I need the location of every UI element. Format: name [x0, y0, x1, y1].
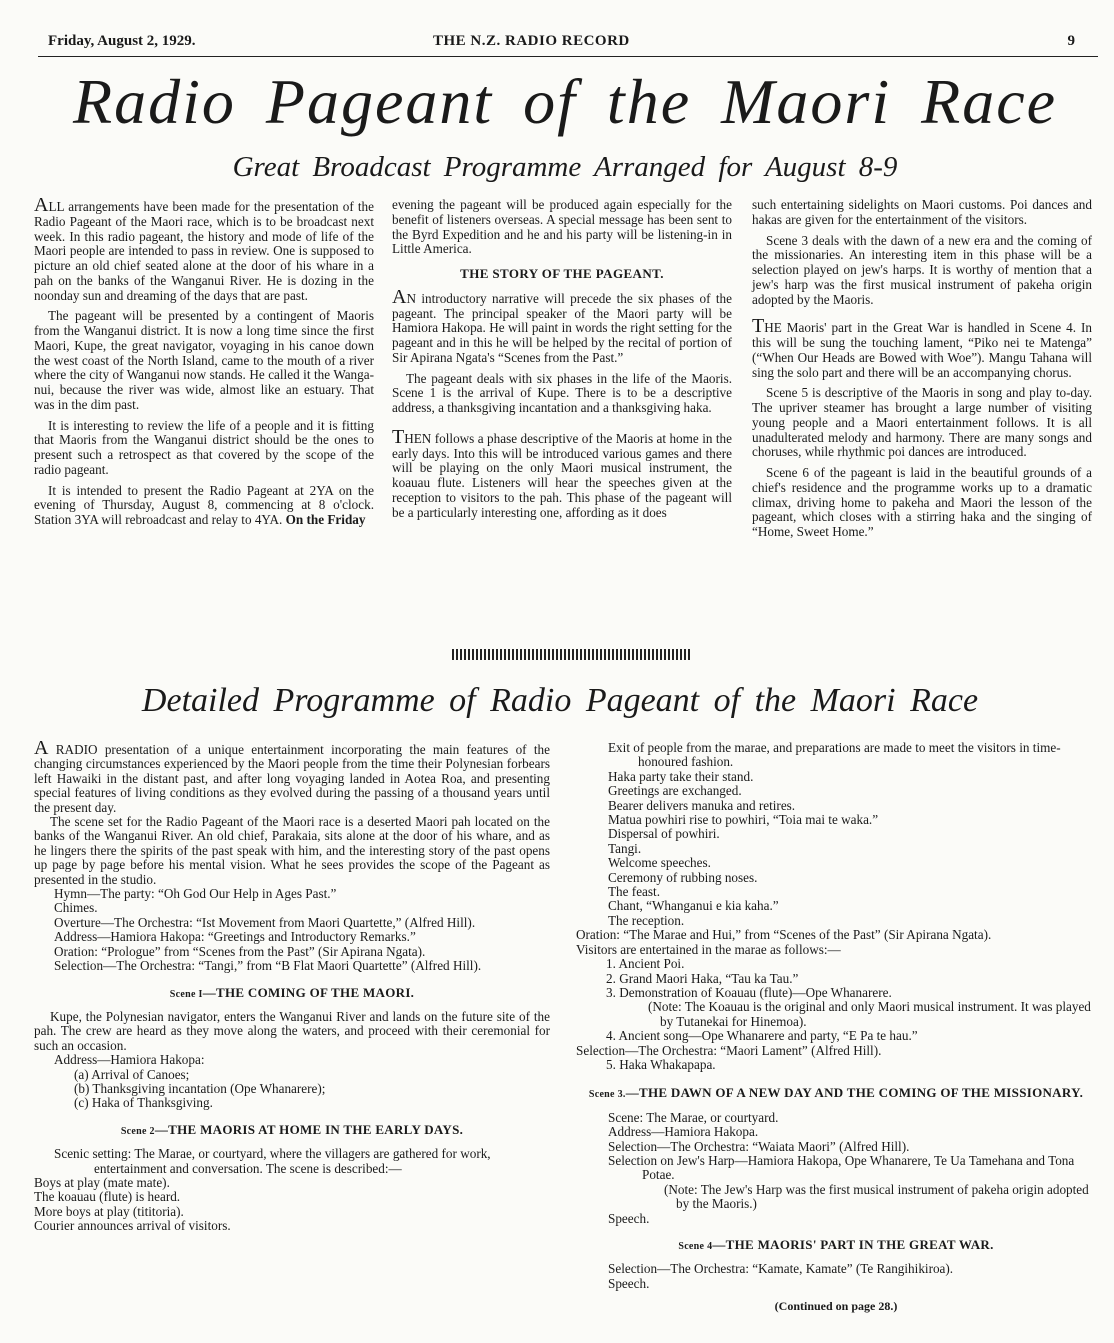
article-paragraph: AN introductory narrative will precede the six phases of the pageant. The principal speaker of the Maori party will be Hamiora Hakopa. He will paint in words the right setting for the pageant and in this he will be helped by the recital of portion of Sir Apirana Ngata's “Scenes from the Past.” [392, 285, 732, 365]
programme-intro: The scene set for the Radio Pageant of the Maori race is a deserted Maori pah located on the banks of the Wanganui River. An old chief, Parakaia, sits alone at the door of his whare, and as he lingers there the spirits of the past speak with him, and the interesting story of the past opens up page by page before his mental vision. What he sees provides the scope of the Pageant as presented in the studio. [34, 814, 550, 887]
drop-cap: A [392, 285, 407, 308]
article-paragraph: Scene 3 deals with the dawn of a new era and the coming of the missionaries. An interesting item in this phase will be a selection played on jew's harps. It is worthy of mention that a jew's harp was the first musical instrument of pakeha origin adopted by the Maoris. [752, 232, 1092, 307]
drop-cap: A [34, 737, 49, 759]
programme-line: Welcome speeches. [608, 855, 711, 871]
scene-heading: Scene I—THE COMING OF THE MAORI. [169, 984, 415, 1000]
masthead-rule [38, 56, 1098, 57]
programme-note: (Note: The Koauau is the original and only Maori musical instrument. It was played by Tutanekai for Hinemoa). [648, 999, 1091, 1029]
article-paragraph: ALL arrangements have been made for the presentation of the Radio Pageant of the Maori race, which is to be broadcast next week. In this radio pageant, the history and mode of life of the Maori people are intended to pass in review. One is supposed to picture an old chief seated alone at the door of his whare in a pah on the banks of the Wanganui River. He is dozing in the noonday sun and dreaming of the days that are past. [34, 194, 374, 303]
article-paragraph: The pageant deals with six phases in the life of the Maoris. Scene 1 is the arrival of Kupe. There is to be a descriptive address, a thanksgiving incantation and a thanksgiving haka. [392, 370, 732, 415]
programme-line: Selection—The Orchestra: “Maori Lament” (Alfred Hill). [576, 1042, 882, 1058]
scene-heading: Scene 3.—THE DAWN OF A NEW DAY AND THE COMING OF THE MISSIONARY. [588, 1085, 1084, 1101]
article-paragraph: THEN follows a phase descriptive of the Maoris at home in the early days. Into this will be introduced various games and there will be playing on the only Maori musical instrument, the koauau flute. Listeners will hear the speeches given at the reception to visitors to the pah. This phase of the pageant will be a particularly interesting one, affording as it does [392, 425, 732, 520]
continued-note: (Continued on page 28.) [774, 1299, 898, 1314]
programme-item: 3. Demonstration of Koauau (flute)—Ope Whanarere. [606, 984, 892, 1000]
programme-item: 5. Haka Whakapapa. [606, 1056, 716, 1072]
main-headline: Radio Pageant of the Maori Race [72, 66, 1058, 137]
programme-line: Tangi. [608, 840, 642, 856]
article-paragraph: The pageant will be presented by a contingent of Maoris from the Wanganui district. It is now a long time since the first Maori, Kupe, the great navigator, voyaging in his canoe down the west coast of the North Island, came to the mouth of a river where the city of Wanganui now stands. He called it the Wanga-nui, because the river was wide, almost like an estuary. That was in the dim past. [34, 308, 374, 412]
article-column-2 [392, 198, 732, 520]
programme-line: Chimes. [54, 900, 98, 916]
article-column-1 [34, 194, 374, 528]
programme-line: Greetings are exchanged. [608, 783, 742, 799]
page-number: 9 [1067, 33, 1075, 49]
article-paragraph: Scene 6 of the pageant is laid in the beautiful grounds of a chief's residence and the programme works up to a dramatic climax, driving home to pakeha and Maori the lesson of the pageant, which closes with a stirring haka and the singing of “Home, Sweet Home.” [752, 465, 1092, 539]
drop-cap: T [392, 425, 405, 448]
masthead [45, 33, 1075, 55]
publication-name: THE N.Z. RADIO RECORD [433, 33, 630, 49]
article-paragraph: such entertaining sidelights on Maori customs. Poi dances and hakas are given for the entertainment of the visitors. [752, 197, 1092, 227]
programme-line: Exit of people from the marae, and preparations are made to meet the visitors in time-honoured fashion. [608, 740, 1061, 770]
programme-line: Chant, “Whanganui e kia kaha.” [608, 898, 779, 914]
article-paragraph: Scene 5 is descriptive of the Maoris in song and play to-day. The upriver steamer has brought a large number of visiting young people and a Maori entertainment follows. It is all unadulterated melody and harmony. There are many songs and choruses, while rhythmic poi dances are introduced. [752, 385, 1092, 460]
programme-headline: Detailed Programme of Radio Pageant of the Maori Race [141, 682, 979, 719]
programme-line: Visitors are entertained in the marae as follows:— [576, 941, 841, 957]
programme-line: Hymn—The party: “Oh God Our Help in Ages Past.” [54, 886, 337, 902]
programme-line: Selection—The Orchestra: “Kamate, Kamate” (Te Rangihikiroa). [608, 1261, 954, 1277]
programme-line: The koauau (flute) is heard. [34, 1189, 181, 1205]
ornamental-divider [452, 649, 692, 660]
programme-item: 2. Grand Maori Haka, “Tau ka Tau.” [606, 970, 799, 986]
programme-line: Bearer delivers manuka and retires. [608, 797, 796, 813]
programme-line: Matua powhiri rise to powhiri, “Toia mai te waka.” [608, 812, 879, 828]
programme-line: Selection—The Orchestra: “Waiata Maori” (Alfred Hill). [608, 1138, 910, 1154]
programme-intro: A RADIO presentation of a unique entertainment incorporating the main features of the changing circumstances experienced by the Maori people from the time their Polynesian forbears left Hawaiki in the distant past, and after long voyaging landed in Aotea Roa, and presenting special features of living conditions as they evolved during the passing of a thousand years until the present day. [34, 737, 550, 815]
article-paragraph: It is interesting to review the life of a people and it is fitting that Maoris from the Wanganui district should be the ones to present such a retrospect as that covered by the scope of the radio pageant. [34, 417, 374, 477]
programme-item: (b) Thanksgiving incantation (Ope Whanarere); [74, 1080, 326, 1096]
article-paragraph: It is intended to present the Radio Pageant at 2YA on the evening of Thursday, August 8, commencing at 8 o'clock. Station 3YA will rebroadcast and relay to 4YA. On the Friday [34, 482, 374, 527]
programme-line: Speech. [608, 1275, 650, 1291]
programme-item: 1. Ancient Poi. [606, 956, 685, 972]
programme-item: (c) Haka of Thanksgiving. [74, 1095, 213, 1111]
programme-line: Dispersal of powhiri. [608, 826, 720, 842]
programme-item: (a) Arrival of Canoes; [74, 1066, 190, 1082]
programme-item: 4. Ancient song—Ope Whanarere and party, “E Pa te hau.” [606, 1028, 918, 1044]
programme-note: (Note: The Jew's Harp was the first musical instrument of pakeha origin adopted by the Maoris.) [664, 1181, 1089, 1212]
programme-line: The feast. [608, 884, 660, 900]
section-heading: THE STORY OF THE PAGEANT. [460, 266, 664, 281]
programme-line: Courier announces arrival of visitors. [34, 1218, 231, 1234]
drop-cap: T [752, 315, 765, 338]
programme-line: Oration: “Prologue” from “Scenes from the Past” (Sir Apirana Ngata). [54, 943, 426, 959]
programme-line: Selection—The Orchestra: “Tangi,” from “B Flat Maori Quartette” (Alfred Hill). [54, 958, 482, 974]
programme-line: Overture—The Orchestra: “Ist Movement from Maori Quartette,” (Alfred Hill). [54, 914, 476, 930]
programme-line: Speech. [608, 1210, 650, 1226]
programme-line: Address—Hamiora Hakopa: [54, 1052, 205, 1068]
programme-line: Haka party take their stand. [608, 768, 754, 784]
scene-heading: Scene 4—THE MAORIS' PART IN THE GREAT WAR. [678, 1237, 994, 1252]
scene-description: Kupe, the Polynesian navigator, enters the Wanganui River and lands on the future site of the pah. The crew are heard as they move along the waters, and proceed with their ceremonial for such an occasion. [34, 1008, 550, 1053]
programme-line: Selection on Jew's Harp—Hamiora Hakopa, Ope Whanarere, Te Ua Tamehana and Tona Potae. [608, 1152, 1075, 1183]
programme-line: Address—Hamiora Hakopa. [608, 1124, 759, 1140]
article-paragraph: evening the pageant will be produced again especially for the benefit of listeners overseas. A special message has been sent to the Byrd Expedition and he and his party will be listening-in in Little America. [392, 197, 732, 257]
programme-column-left [34, 737, 550, 1234]
bold-text: On the Friday [285, 512, 366, 527]
issue-date: Friday, August 2, 1929. [48, 33, 196, 49]
article-column-3 [752, 198, 1092, 540]
sub-headline: Great Broadcast Programme Arranged for August 8-9 [232, 151, 898, 183]
article-paragraph: THE Maoris' part in the Great War is handled in Scene 4. In this will be sung the touching lament, “Piko nei te Matenga” (“When Our Heads are Bowed with Woe”). Mangu Tahana will sing the solo part and there will be an accompanying chorus. [752, 315, 1092, 380]
programme-line: Boys at play (mate mate). [34, 1174, 170, 1190]
programme-line: Scene: The Marae, or courtyard. [608, 1109, 779, 1125]
scene-description: Scenic setting: The Marae, or courtyard, where the villagers are gathered for work, entertainment and conversation. The scene is described:— [54, 1146, 491, 1176]
programme-line: Address—Hamiora Hakopa: “Greetings and Introductory Remarks.” [54, 929, 416, 945]
programme-line: More boys at play (tititoria). [34, 1203, 184, 1219]
scene-heading: Scene 2—THE MAORIS AT HOME IN THE EARLY DAYS. [120, 1121, 464, 1137]
programme-line: Ceremony of rubbing noses. [608, 869, 758, 885]
programme-line: Oration: “The Marae and Hui,” from “Scenes of the Past” (Sir Apirana Ngata). [576, 927, 992, 943]
programme-line: The reception. [608, 912, 685, 928]
programme-column-right [576, 741, 1096, 1314]
drop-cap: A [34, 194, 49, 216]
